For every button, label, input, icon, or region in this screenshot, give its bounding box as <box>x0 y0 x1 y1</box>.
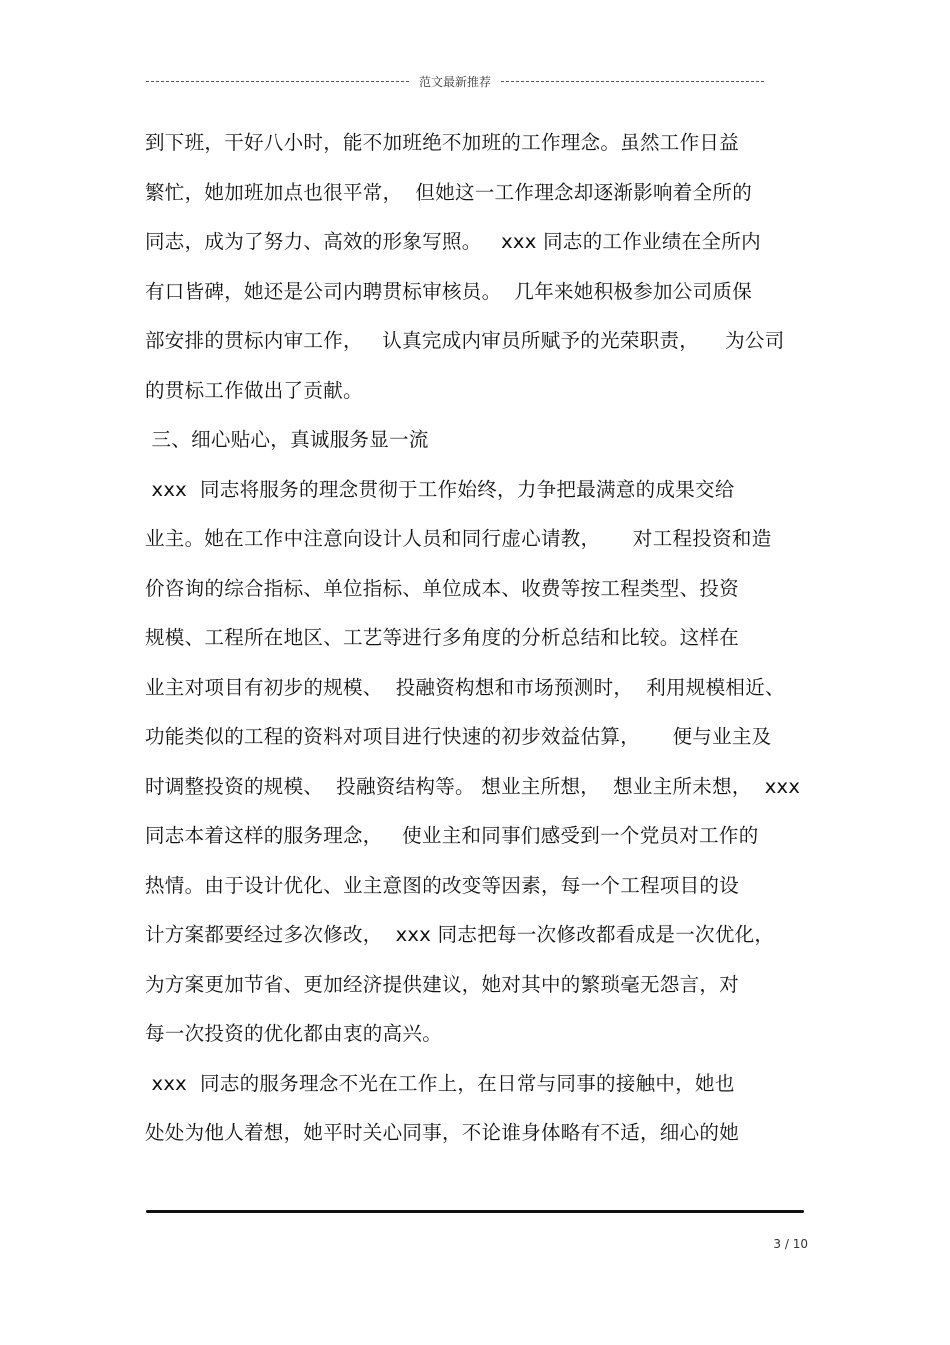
text-line: 每一次投资的优化都由衷的高兴。 <box>145 1022 443 1045</box>
text-line: 有口皆碑，她还是公司内聘贯标审核员。 几年来她积极参加公司质保 <box>145 279 752 303</box>
page-number: 3 / 10 <box>773 1237 808 1251</box>
text-line: 时调整投资的规模、 投融资结构等。 想业主所想， 想业主所未想， xxx <box>145 774 801 798</box>
text-line: xxx 同志的服务理念不光在工作上，在日常与同事的接触中，她也 <box>145 1071 735 1095</box>
text-line: 到下班，干好八小时，能不加班绝不加班的工作理念。虽然工作日益 <box>145 131 740 154</box>
text-line: 繁忙，她加班加点也很平常， 但她这一工作理念却逐渐影响着全所的 <box>145 180 752 204</box>
header-dash-right <box>501 81 764 82</box>
body-text <box>145 118 825 1158</box>
footer-rule <box>146 1210 804 1213</box>
text-line: 同志，成为了努力、高效的形象写照。 xxx 同志的工作业绩在全所内 <box>145 230 761 253</box>
text-line: 计方案都要经过多次修改， xxx 同志把每一次修改都看成是一次优化， <box>145 923 775 946</box>
text-line: 价咨询的综合指标、单位指标、单位成本、收费等按工程类型、投资 <box>145 576 740 600</box>
section-heading: 三、细心贴心，真诚服务显一流 <box>145 428 429 451</box>
text-line: 同志本着这样的服务理念， 使业主和同事们感受到一个党员对工作的 <box>145 824 759 847</box>
text-line: 规模、工程所在地区、工艺等进行多角度的分析总结和比较。这样在 <box>145 626 740 649</box>
text-line: 业主对项目有初步的规模、 投融资构想和市场预测时， 利用规模相近、 <box>145 675 785 699</box>
text-line: 功能类似的工程的资料对项目进行快速的初步效益估算， 便与业主及 <box>145 725 772 748</box>
text-line: xxx 同志将服务的理念贯彻于工作始终，力争把最满意的成果交给 <box>145 477 735 501</box>
text-line: 业主。她在工作中注意向设计人员和同行虚心请教， 对工程投资和造 <box>145 527 772 550</box>
text-line: 的贯标工作做出了贡献。 <box>145 378 363 402</box>
header-title: 范文最新推荐 <box>419 74 492 89</box>
text-line: 处处为他人着想，她平时关心同事，不论谁身体略有不适，细心的她 <box>145 1121 740 1144</box>
header-dash-left <box>146 81 409 82</box>
text-line: 部安排的贯标内审工作， 认真完成内审员所赋予的光荣职责， 为公司 <box>145 329 785 352</box>
text-line: 热情。由于设计优化、业主意图的改变等因素，每一个工程项目的设 <box>145 873 740 897</box>
page-header <box>146 70 764 92</box>
text-line: 为方案更加节省、更加经济提供建议，她对其中的繁琐毫无怨言，对 <box>145 972 740 996</box>
